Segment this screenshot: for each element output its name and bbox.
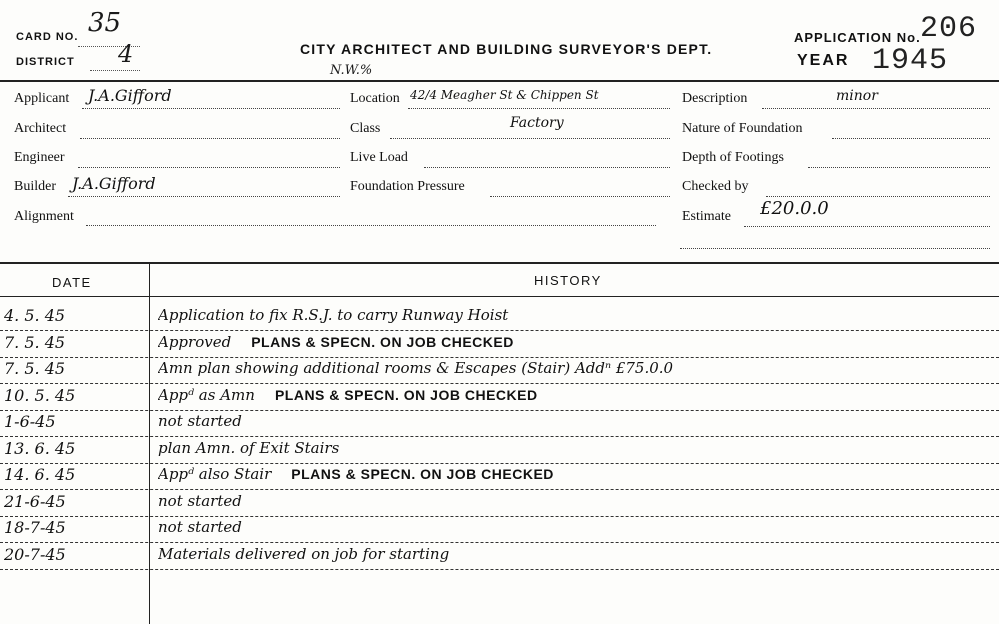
row-rule [0,489,999,490]
builder-value: J.A.Gifford [72,174,156,193]
location-value: 42/4 Meagher St & Chippen St [410,88,599,102]
history-date: 21-6-45 [4,491,66,511]
history-entry [158,492,993,510]
engineer-label: Engineer [14,150,65,165]
history-date: 20-7-45 [4,544,66,564]
engineer-line [78,167,340,168]
checked-by-line [766,196,990,197]
history-date: 7. 5. 45 [4,332,66,352]
row-rule [0,516,999,517]
estimate-value: £20.0.0 [760,198,829,219]
history-column-header: HISTORY [534,273,602,288]
district-line [90,70,140,71]
department-title: CITY ARCHITECT AND BUILDING SURVEYOR'S DEPT. [300,41,713,57]
history-entry [158,518,993,536]
history-text: Amn plan showing additional rooms & Escapes (Stair) Addⁿ £75.0.0 [158,359,674,377]
ward-note: N.W.% [330,63,373,78]
nature-of-foundation-line [832,138,990,139]
class-value: Factory [510,115,564,131]
checked-by-label: Checked by [682,179,749,194]
estimate-line [744,226,990,227]
history-entry [158,545,993,563]
history-entry [158,386,993,404]
applicant-label: Applicant [14,91,70,106]
blank-line [680,248,990,249]
history-date: 18-7-45 [4,518,66,537]
alignment-line [86,225,656,226]
date-column-header: DATE [52,275,92,290]
applicant-value: J.A.Gifford [88,86,172,105]
year-value: 1945 [872,44,949,78]
depth-of-footings-label: Depth of Footings [682,150,784,165]
depth-of-footings-line [808,167,990,168]
architect-line [80,138,340,139]
description-label: Description [682,91,748,106]
history-text: Application to fix R.S.J. to carry Runway Hoist [158,306,509,324]
history-entry [158,306,993,324]
history-entry [158,333,993,351]
card-no-label: CARD NO. [16,31,79,43]
application-label: APPLICATION No. [794,30,921,45]
live-load-label: Live Load [350,150,408,165]
row-rule [0,357,999,358]
row-rule [0,383,999,384]
district-value: 4 [118,40,134,68]
history-text: not started [158,518,242,536]
history-text: Appᵈ also Stair [158,465,272,483]
description-value: minor [836,88,878,104]
history-entry [158,412,993,430]
foundation-pressure-label: Foundation Pressure [350,179,465,194]
row-rule [0,436,999,437]
header-rule [0,80,999,82]
row-rule [0,330,999,331]
application-number: 206 [920,12,978,46]
alignment-label: Alignment [14,209,74,224]
history-date: 13. 6. 45 [4,438,76,458]
year-label: YEAR [797,52,850,69]
class-line [390,138,670,139]
history-date: 7. 5. 45 [4,359,66,378]
history-text: not started [158,491,242,510]
history-entry [158,359,993,377]
row-rule [0,410,999,411]
row-rule [0,463,999,464]
checked-stamp: PLANS & SPECN. ON JOB CHECKED [251,333,514,350]
checked-stamp: PLANS & SPECN. ON JOB CHECKED [291,466,554,482]
history-date: 1-6-45 [4,412,56,431]
description-line [762,108,990,109]
estimate-label: Estimate [682,209,731,224]
foundation-pressure-line [490,196,670,197]
history-date: 10. 5. 45 [4,385,76,405]
applicant-line [82,108,340,109]
history-text: plan Amn. of Exit Stairs [158,438,340,457]
location-line [408,108,670,109]
nature-of-foundation-label: Nature of Foundation [682,121,803,136]
history-entry [158,439,993,457]
builder-label: Builder [14,179,56,194]
row-rule [0,542,999,543]
live-load-line [424,167,670,168]
builder-line [68,196,340,197]
column-divider [149,264,150,624]
checked-stamp: PLANS & SPECN. ON JOB CHECKED [274,386,538,403]
history-entry [158,465,993,483]
class-label: Class [350,121,381,136]
card-no-value: 35 [88,8,122,38]
history-text: Approved [158,332,232,351]
history-date: 14. 6. 45 [4,465,76,484]
history-text: not started [158,412,242,430]
row-rule [0,569,999,570]
history-text: Appᵈ as Amn [158,385,255,404]
district-label: DISTRICT [16,56,75,68]
history-text: Materials delivered on job for starting [158,544,450,563]
history-date: 4. 5. 45 [4,306,66,325]
architect-label: Architect [14,121,67,136]
location-label: Location [350,91,400,106]
